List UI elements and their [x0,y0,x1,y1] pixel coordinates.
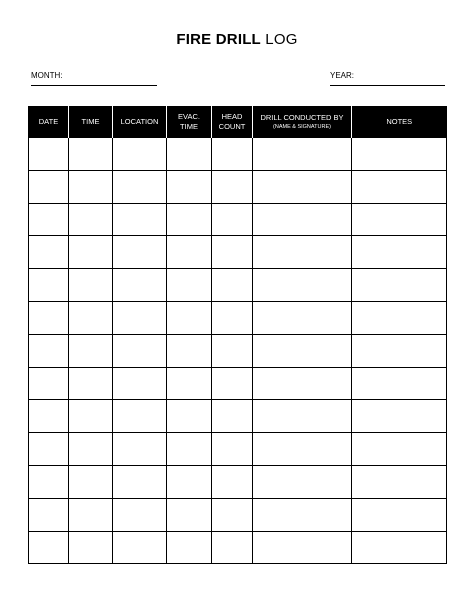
table-cell[interactable] [167,498,212,531]
table-row [29,433,447,466]
table-cell[interactable] [352,531,447,564]
month-label: MONTH: [31,71,63,80]
table-cell[interactable] [69,433,113,466]
table-cell[interactable] [29,367,69,400]
table-cell[interactable] [29,301,69,334]
table-cell[interactable] [167,531,212,564]
table-cell[interactable] [212,203,253,236]
table-row [29,367,447,400]
table-cell[interactable] [113,400,167,433]
table-cell[interactable] [113,138,167,171]
table-cell[interactable] [69,465,113,498]
table-cell[interactable] [253,301,352,334]
table-cell[interactable] [212,170,253,203]
table-cell[interactable] [167,203,212,236]
table-cell[interactable] [29,334,69,367]
header-evac-time: EVAC. TIME [167,106,212,138]
table-cell[interactable] [167,236,212,269]
header-head-count: HEAD COUNT [212,106,253,138]
table-cell[interactable] [29,465,69,498]
table-cell[interactable] [253,269,352,302]
table-cell[interactable] [352,367,447,400]
table-cell[interactable] [29,498,69,531]
table-row [29,465,447,498]
table-cell[interactable] [352,236,447,269]
table-cell[interactable] [253,498,352,531]
table-cell[interactable] [167,301,212,334]
title-normal: LOG [265,31,298,48]
table-cell[interactable] [352,203,447,236]
table-cell[interactable] [253,433,352,466]
table-cell[interactable] [69,498,113,531]
table-cell[interactable] [253,170,352,203]
table-row [29,236,447,269]
header-drill-conducted-by: DRILL CONDUCTED BY (NAME & SIGNATURE) [253,106,352,138]
table-cell[interactable] [253,465,352,498]
table-row [29,170,447,203]
header-date: DATE [29,106,69,138]
table-cell[interactable] [69,138,113,171]
table-cell[interactable] [212,301,253,334]
table-cell[interactable] [352,433,447,466]
table-cell[interactable] [29,400,69,433]
table-cell[interactable] [167,367,212,400]
table-cell[interactable] [253,531,352,564]
table-header-row [29,106,447,138]
table-cell[interactable] [212,433,253,466]
table-row [29,531,447,564]
table-cell[interactable] [212,400,253,433]
table-cell[interactable] [29,269,69,302]
table-cell[interactable] [113,498,167,531]
table-cell[interactable] [253,236,352,269]
table-cell[interactable] [113,269,167,302]
table-cell[interactable] [167,400,212,433]
table-cell[interactable] [29,236,69,269]
table-cell[interactable] [212,367,253,400]
table-cell[interactable] [352,400,447,433]
table-row [29,269,447,302]
table-cell[interactable] [29,203,69,236]
table-cell[interactable] [212,236,253,269]
table-cell[interactable] [113,334,167,367]
table-cell[interactable] [212,498,253,531]
table-cell[interactable] [253,367,352,400]
table-row [29,498,447,531]
table-row [29,138,447,171]
title-bold: FIRE DRILL [176,31,261,48]
table-cell[interactable] [253,400,352,433]
table-cell[interactable] [113,367,167,400]
table-cell[interactable] [113,236,167,269]
fire-drill-log-table [28,106,447,564]
table-cell[interactable] [253,203,352,236]
table-cell[interactable] [29,531,69,564]
header-location: LOCATION [113,106,167,138]
table-cell[interactable] [212,465,253,498]
table-cell[interactable] [352,498,447,531]
table-cell[interactable] [69,269,113,302]
table-cell[interactable] [113,203,167,236]
table-cell[interactable] [113,465,167,498]
table-cell[interactable] [212,531,253,564]
table-cell[interactable] [69,367,113,400]
table-cell[interactable] [352,170,447,203]
table-cell[interactable] [69,170,113,203]
table-cell[interactable] [69,203,113,236]
table-row [29,400,447,433]
table-row [29,334,447,367]
table-cell[interactable] [113,531,167,564]
table-cell[interactable] [352,465,447,498]
table-cell[interactable] [69,301,113,334]
table-cell[interactable] [167,269,212,302]
table-cell[interactable] [167,433,212,466]
table-cell[interactable] [69,334,113,367]
table-cell[interactable] [212,269,253,302]
table-row [29,203,447,236]
table-cell[interactable] [352,138,447,171]
table-cell[interactable] [352,301,447,334]
table-cell[interactable] [29,433,69,466]
table-cell[interactable] [29,138,69,171]
year-field[interactable] [330,71,445,86]
table-cell[interactable] [29,170,69,203]
table-cell[interactable] [352,269,447,302]
table-cell[interactable] [253,138,352,171]
table-cell[interactable] [253,334,352,367]
table-cell[interactable] [113,433,167,466]
header-notes: NOTES [352,106,447,138]
table-cell[interactable] [69,236,113,269]
table-cell[interactable] [212,138,253,171]
header-drill-conducted-by-sub: (NAME & SIGNATURE) [273,123,331,130]
table-cell[interactable] [352,334,447,367]
table-cell[interactable] [69,400,113,433]
table-cell[interactable] [113,170,167,203]
month-field[interactable] [31,71,157,86]
year-label: YEAR: [330,71,355,80]
table-cell[interactable] [113,301,167,334]
header-time: TIME [69,106,113,138]
table-row [29,301,447,334]
table-cell[interactable] [212,334,253,367]
page-title [0,31,474,48]
table-cell[interactable] [167,170,212,203]
table-cell[interactable] [167,138,212,171]
table-cell[interactable] [167,465,212,498]
table-cell[interactable] [167,334,212,367]
table-cell[interactable] [69,531,113,564]
table-body [29,138,447,564]
